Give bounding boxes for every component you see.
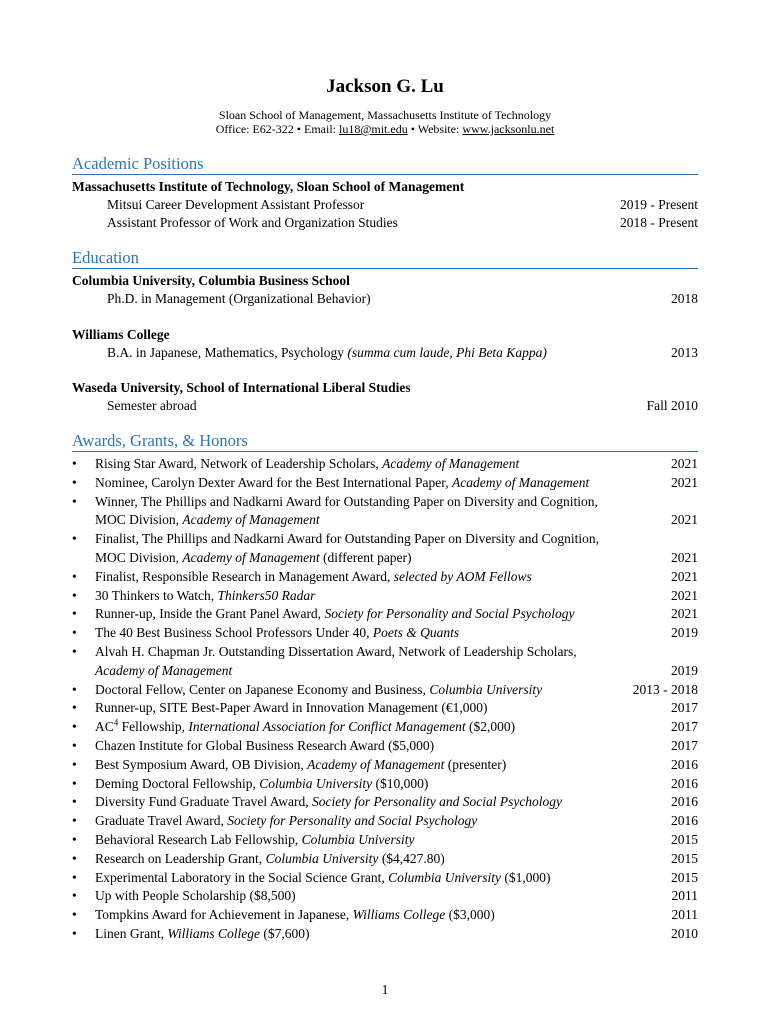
bullet-icon: • xyxy=(72,625,77,641)
award-text-part: Experimental Laboratory in the Social Science Grant, xyxy=(95,869,389,885)
award-item xyxy=(72,775,698,794)
award-source: Society for Personality and Social Psychology xyxy=(311,794,563,810)
bullet-icon: • xyxy=(72,531,77,547)
degree-honors: (summa cum laude, Phi Beta Kappa) xyxy=(347,345,547,360)
award-year: 2019 xyxy=(671,625,698,641)
award-text-line: Alvah H. Chapman Jr. Outstanding Dissertation Award, Network of Leadership Scholars, xyxy=(95,643,577,659)
award-item xyxy=(72,530,698,568)
award-source: selected by AOM Fellows xyxy=(393,568,532,584)
award-text-part: (different paper) xyxy=(319,549,412,565)
award-text-part: Behavioral Research Lab Fellowship, xyxy=(95,831,302,847)
award-text xyxy=(95,775,698,794)
award-text-part: Research on Leadership Grant, xyxy=(95,850,266,866)
award-year: 2016 xyxy=(671,775,698,791)
award-text-part: Linen Grant, xyxy=(95,925,168,941)
bullet-icon: • xyxy=(72,737,77,753)
award-text xyxy=(95,906,698,925)
award-text-part: ($10,000) xyxy=(372,775,429,791)
award-year: 2021 xyxy=(671,606,698,622)
award-text-part: Rising Star Award, Network of Leadership Scholars, xyxy=(95,456,383,471)
contact-line xyxy=(0,122,770,137)
award-text xyxy=(95,718,698,737)
award-year: 2021 xyxy=(671,568,698,584)
position-row xyxy=(107,196,698,214)
award-text-part: ($4,427.80) xyxy=(378,850,445,866)
award-text-part: ($7,600) xyxy=(259,925,310,941)
award-year: 2019 xyxy=(671,662,698,678)
education-row xyxy=(107,344,698,362)
award-text xyxy=(95,925,698,944)
bullet-icon: • xyxy=(72,681,77,697)
award-source: International Association for Conflict Management xyxy=(188,719,466,735)
award-item xyxy=(72,869,698,888)
award-text xyxy=(95,699,698,718)
award-year: 2016 xyxy=(671,813,698,829)
award-source: Columbia University xyxy=(429,681,543,697)
award-year: 2017 xyxy=(671,719,698,735)
award-text-part: Chazen Institute for Global Business Research Award ($5,000) xyxy=(95,737,435,753)
bullet-icon: • xyxy=(72,456,77,471)
education-institution: Columbia University, Columbia Business School xyxy=(72,273,350,288)
position-years: 2018 - Present xyxy=(620,215,698,230)
award-source: Academy of Management xyxy=(452,474,590,490)
award-year: 2017 xyxy=(671,737,698,753)
award-source: Society for Personality and Social Psychology xyxy=(227,813,478,829)
website-link[interactable]: www.jacksonlu.net xyxy=(462,122,555,136)
award-year: 2013 - 2018 xyxy=(632,681,698,697)
award-year: 2021 xyxy=(671,512,698,528)
award-item xyxy=(72,737,698,756)
award-text-part: Nominee, Carolyn Dexter Award for the Best International Paper, xyxy=(95,474,452,490)
award-text xyxy=(95,756,698,775)
bullet-icon: • xyxy=(72,568,77,584)
award-source: Columbia University xyxy=(259,775,373,791)
section-heading-education: Education xyxy=(72,248,698,269)
section-heading-academic-positions: Academic Positions xyxy=(72,154,698,175)
education-institution: Waseda University, School of International Liberal Studies xyxy=(72,380,411,395)
bullet-icon: • xyxy=(72,850,77,866)
bullet-icon: • xyxy=(72,813,77,829)
award-source: Academy of Management xyxy=(307,756,445,772)
award-source: Williams College xyxy=(352,907,446,923)
award-text xyxy=(95,511,698,530)
education-year: Fall 2010 xyxy=(646,398,698,413)
degree: B.A. in Japanese, Mathematics, Psychology xyxy=(107,345,348,360)
award-source: Academy of Management xyxy=(182,512,320,528)
award-text-part: MOC Division, xyxy=(95,512,183,528)
award-year: 2011 xyxy=(671,888,698,904)
award-text-part: Runner-up, SITE Best-Paper Award in Innovation Management (€1,000) xyxy=(95,700,488,716)
bullet-icon: • xyxy=(72,907,77,923)
award-item xyxy=(72,493,698,531)
award-text xyxy=(95,793,698,812)
position-row xyxy=(107,214,698,232)
page-number: 1 xyxy=(381,982,389,997)
positions-institution: Massachusetts Institute of Technology, Sloan School of Management xyxy=(72,179,465,194)
degree: Semester abroad xyxy=(107,398,197,413)
bullet-icon: • xyxy=(72,775,77,791)
award-source: Williams College xyxy=(167,925,260,941)
award-year: 2016 xyxy=(671,794,698,810)
award-item xyxy=(72,605,698,624)
award-source: Columbia University xyxy=(388,869,502,885)
award-text-part: MOC Division, xyxy=(95,549,183,565)
award-text-part: AC xyxy=(95,719,114,735)
award-item xyxy=(72,850,698,869)
award-year: 2017 xyxy=(671,700,698,716)
award-text xyxy=(95,887,698,906)
award-source: Academy of Management xyxy=(382,456,520,471)
award-text xyxy=(95,549,698,568)
position-years: 2019 - Present xyxy=(620,197,698,212)
award-source: Thinkers50 Radar xyxy=(217,587,316,603)
award-item xyxy=(72,906,698,925)
bullet-icon: • xyxy=(72,794,77,810)
award-text-part: Best Symposium Award, OB Division, xyxy=(95,756,308,772)
award-source: Columbia University xyxy=(265,850,379,866)
bullet-icon: • xyxy=(72,606,77,622)
award-text-line: Finalist, The Phillips and Nadkarni Award for Outstanding Paper on Diversity and Cognition, xyxy=(95,531,599,547)
award-year: 2021 xyxy=(671,587,698,603)
award-item xyxy=(72,624,698,643)
degree: Ph.D. in Management (Organizational Behavior) xyxy=(107,291,371,306)
email-link[interactable]: lu18@mit.edu xyxy=(339,122,408,136)
award-source: Academy of Management xyxy=(182,549,320,565)
award-text-part: ($1,000) xyxy=(501,869,551,885)
award-text xyxy=(95,831,698,850)
award-year: 2021 xyxy=(671,549,698,565)
award-item xyxy=(72,474,698,493)
position-title: Mitsui Career Development Assistant Professor xyxy=(107,197,365,212)
award-year: 2015 xyxy=(671,869,698,885)
website-label: • Website: xyxy=(407,122,463,136)
award-item xyxy=(72,756,698,775)
office-email-label: Office: E62-322 • Email: xyxy=(215,122,339,136)
education-row xyxy=(107,290,698,308)
award-source: Society for Personality and Social Psychology xyxy=(324,606,575,622)
award-item xyxy=(72,925,698,944)
award-item xyxy=(72,793,698,812)
award-item xyxy=(72,887,698,906)
award-text-part: ($2,000) xyxy=(465,719,516,735)
award-text xyxy=(95,812,698,831)
award-text-part: Deming Doctoral Fellowship, xyxy=(95,775,260,791)
award-text-part: Fellowship, xyxy=(118,719,189,735)
award-item xyxy=(72,831,698,850)
bullet-icon: • xyxy=(72,700,77,716)
award-text-part: Up with People Scholarship ($8,500) xyxy=(95,888,296,904)
award-year: 2016 xyxy=(671,756,698,772)
award-text xyxy=(95,681,698,700)
award-item xyxy=(72,699,698,718)
award-text xyxy=(95,568,698,587)
award-text-part: ($3,000) xyxy=(445,907,495,923)
award-text-part: Tompkins Award for Achievement in Japanese, xyxy=(95,907,353,923)
award-text xyxy=(95,737,698,756)
award-text xyxy=(95,474,698,493)
award-item xyxy=(72,587,698,606)
award-year: 2015 xyxy=(671,831,698,847)
award-year: 2015 xyxy=(671,850,698,866)
award-text xyxy=(95,455,698,474)
award-text xyxy=(95,624,698,643)
award-text xyxy=(95,850,698,869)
award-text-part: 30 Thinkers to Watch, xyxy=(95,587,218,603)
award-text-part: (presenter) xyxy=(444,756,507,772)
award-text-part: Doctoral Fellow, Center on Japanese Economy and Business, xyxy=(95,681,430,697)
position-title: Assistant Professor of Work and Organization Studies xyxy=(107,215,398,230)
award-item xyxy=(72,718,698,737)
bullet-icon: • xyxy=(72,869,77,885)
award-text-part: Diversity Fund Graduate Travel Award, xyxy=(95,794,312,810)
cv-name: Jackson G. Lu xyxy=(326,76,444,97)
award-item xyxy=(72,455,698,474)
bullet-icon: • xyxy=(72,925,77,941)
award-text xyxy=(95,662,698,681)
awards-list xyxy=(72,455,698,944)
education-row xyxy=(107,397,698,415)
award-text xyxy=(95,869,698,888)
award-text-part: Runner-up, Inside the Grant Panel Award, xyxy=(95,606,325,622)
award-text-line: Winner, The Phillips and Nadkarni Award for Outstanding Paper on Diversity and Cognition, xyxy=(95,493,598,509)
section-heading-awards: Awards, Grants, & Honors xyxy=(72,431,698,452)
bullet-icon: • xyxy=(72,888,77,904)
education-year: 2018 xyxy=(671,291,698,306)
award-year: 2010 xyxy=(671,925,698,941)
award-source: Poets & Quants xyxy=(372,625,460,641)
bullet-icon: • xyxy=(72,831,77,847)
award-text-part: Graduate Travel Award, xyxy=(95,813,228,829)
education-institution: Williams College xyxy=(72,327,170,342)
award-text xyxy=(95,587,698,606)
award-item xyxy=(72,812,698,831)
bullet-icon: • xyxy=(72,643,77,659)
bullet-icon: • xyxy=(72,587,77,603)
award-text-part: The 40 Best Business School Professors Under 40, xyxy=(95,625,373,641)
award-item xyxy=(72,681,698,700)
award-item xyxy=(72,568,698,587)
award-year: 2021 xyxy=(671,474,698,490)
award-year: 2011 xyxy=(671,907,698,923)
bullet-icon: • xyxy=(72,756,77,772)
award-source: Columbia University xyxy=(301,831,415,847)
award-year: 2021 xyxy=(671,456,698,471)
award-text-part: 4 xyxy=(113,717,119,728)
affiliation: Sloan School of Management, Massachusetts Institute of Technology xyxy=(218,108,552,122)
award-text-part: Finalist, Responsible Research in Management Award, xyxy=(95,568,394,584)
bullet-icon: • xyxy=(72,474,77,490)
award-text xyxy=(95,605,698,624)
award-item xyxy=(72,643,698,681)
education-year: 2013 xyxy=(671,345,698,360)
bullet-icon: • xyxy=(72,719,77,735)
bullet-icon: • xyxy=(72,493,77,509)
award-source: Academy of Management xyxy=(95,662,233,678)
